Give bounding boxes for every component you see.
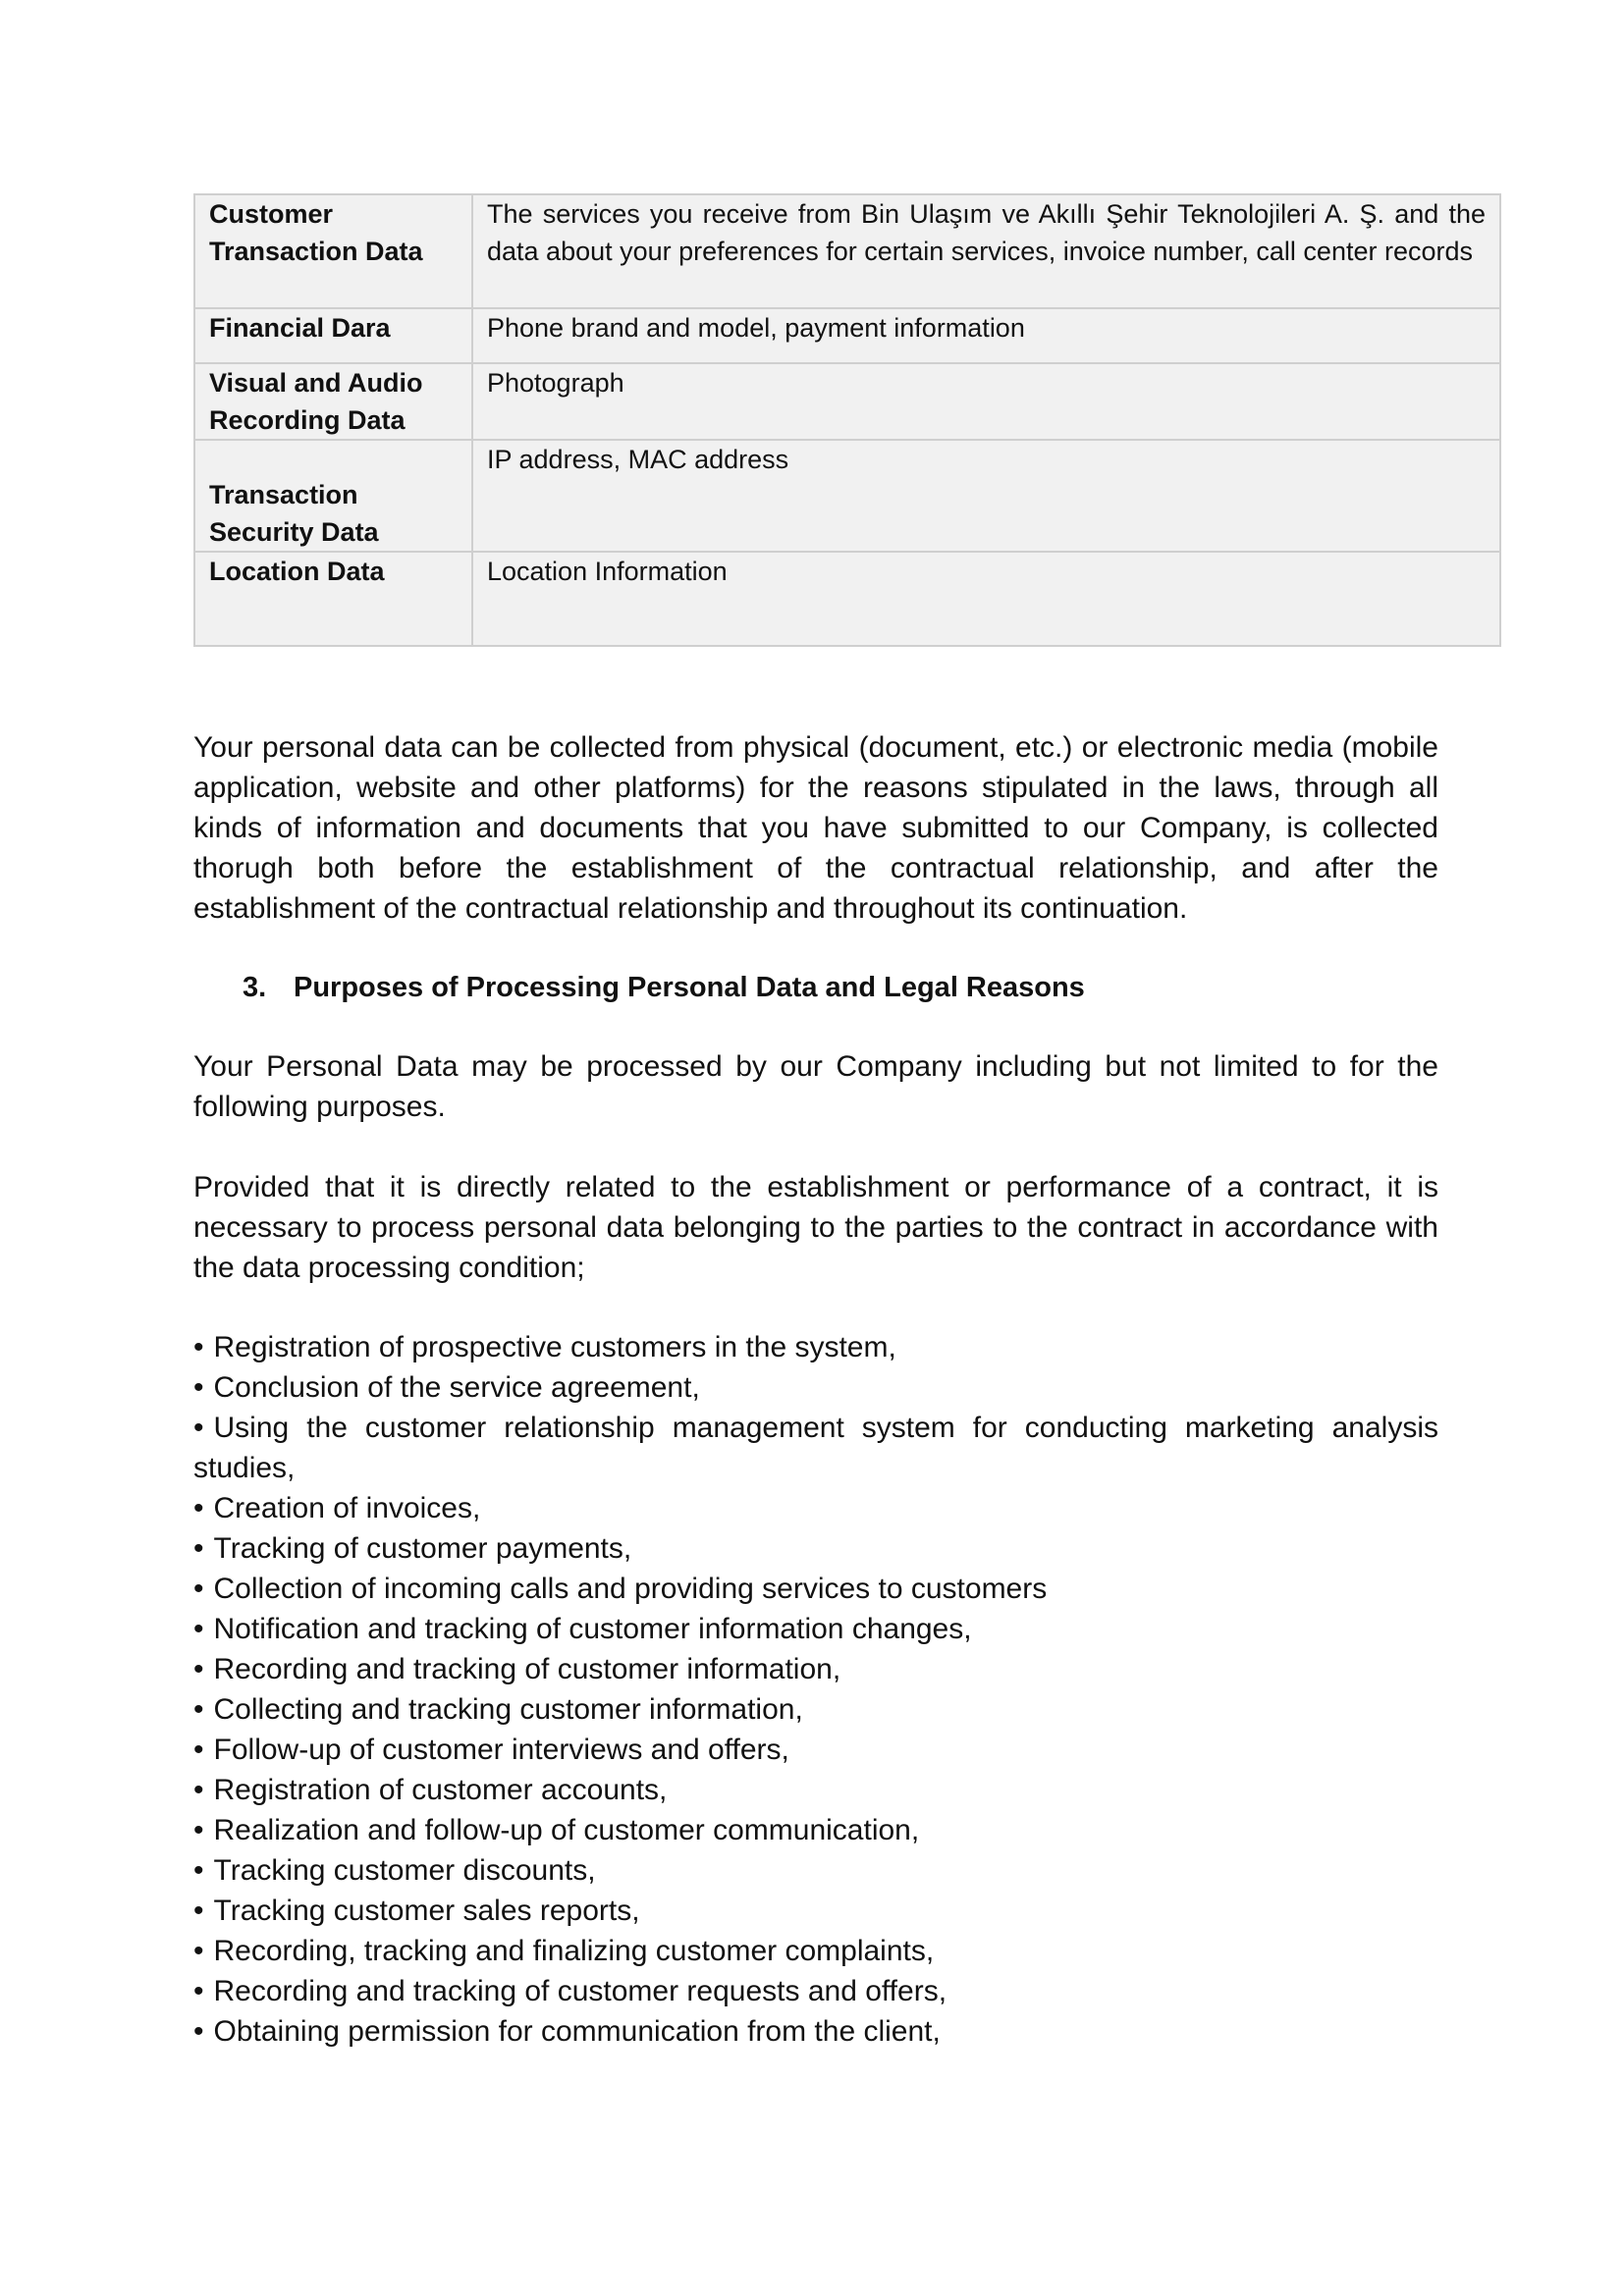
- section-heading: [243, 968, 1085, 1007]
- list-item: • Tracking of customer payments,: [193, 1528, 1438, 1569]
- table-row: [194, 363, 1500, 440]
- list-item: • Recording and tracking of customer information,: [193, 1649, 1438, 1689]
- list-item: • Notification and tracking of customer information changes,: [193, 1609, 1438, 1649]
- category-label: Transaction Security Data: [194, 440, 472, 552]
- category-value: The services you receive from Bin Ulaşım ve Akıllı Şehir Teknolojileri A. Ş. and the data about your preferences for certain services, invoice number, call center records: [472, 194, 1500, 308]
- category-label: Financial Dara: [194, 308, 472, 363]
- category-label: Location Data: [194, 552, 472, 646]
- category-value: IP address, MAC address: [472, 440, 1500, 552]
- category-value: Location Information: [472, 552, 1500, 646]
- list-item: • Using the customer relationship management system for conducting marketing analysis studies,: [193, 1408, 1438, 1488]
- list-item: • Creation of invoices,: [193, 1488, 1438, 1528]
- list-item: • Registration of prospective customers in the system,: [193, 1327, 1438, 1367]
- category-value: Phone brand and model, payment information: [472, 308, 1500, 363]
- list-item: • Collecting and tracking customer information,: [193, 1689, 1438, 1730]
- list-item: • Recording, tracking and finalizing customer complaints,: [193, 1931, 1438, 1971]
- list-item: • Tracking customer discounts,: [193, 1850, 1438, 1891]
- list-item: • Collection of incoming calls and providing services to customers: [193, 1569, 1438, 1609]
- personal-data-categories-table: [193, 193, 1501, 647]
- data-collection-paragraph: Your personal data can be collected from physical (document, etc.) or electronic media (mobile application, website and other platforms) for the reasons stipulated in the laws, through all kinds of information and documents that you have submitted to our Company, is collected thorugh both before the establishment of the contractual relationship, and after the establishment of the contractual relationship and throughout its continuation.: [193, 731, 1438, 925]
- list-item: • Obtaining permission for communication from the client,: [193, 2011, 1438, 2052]
- list-item: • Registration of customer accounts,: [193, 1770, 1438, 1810]
- list-item: • Follow-up of customer interviews and offers,: [193, 1730, 1438, 1770]
- table-row: [194, 552, 1500, 646]
- contract-condition-paragraph: Provided that it is directly related to the establishment or performance of a contract, it is necessary to process personal data belonging to the parties to the contract in accordance with the data processing condition;: [193, 1171, 1438, 1284]
- list-item: • Conclusion of the service agreement,: [193, 1367, 1438, 1408]
- purposes-bullet-list: [193, 1327, 1438, 2052]
- category-label: Visual and Audio Recording Data: [194, 363, 472, 440]
- section-title: Purposes of Processing Personal Data and Legal Reasons: [294, 972, 1085, 1003]
- list-item: • Tracking customer sales reports,: [193, 1891, 1438, 1931]
- purposes-intro-paragraph: Your Personal Data may be processed by our Company including but not limited to for the following purposes.: [193, 1050, 1438, 1123]
- table-row: [194, 194, 1500, 308]
- category-value: Photograph: [472, 363, 1500, 440]
- category-label: Customer Transaction Data: [194, 194, 472, 308]
- table-row: [194, 308, 1500, 363]
- list-item: • Realization and follow-up of customer communication,: [193, 1810, 1438, 1850]
- table-row: [194, 440, 1500, 552]
- list-item: • Recording and tracking of customer requests and offers,: [193, 1971, 1438, 2011]
- section-number: 3.: [243, 972, 267, 1003]
